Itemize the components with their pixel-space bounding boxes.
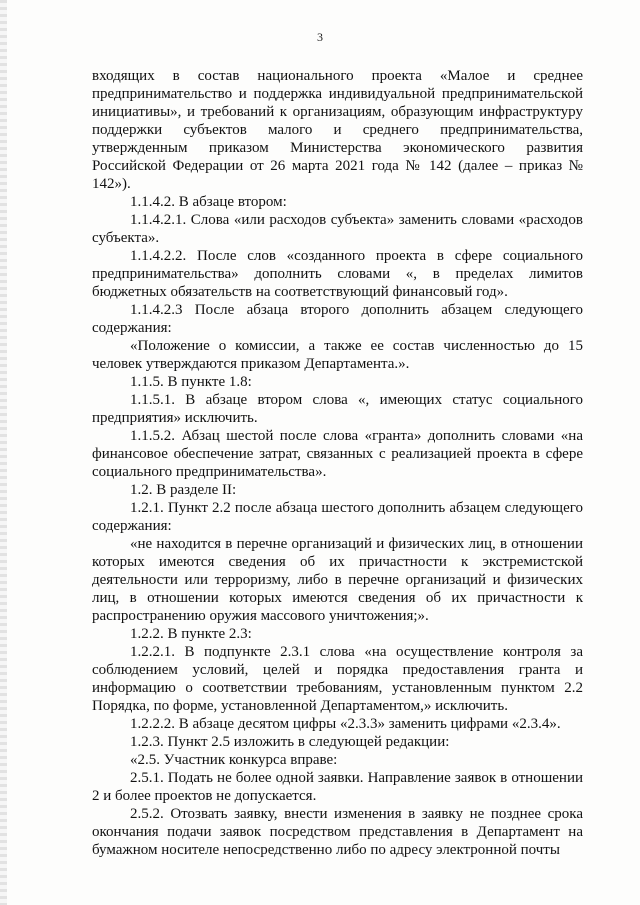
paragraph: 1.1.4.2.3 После абзаца второго дополнить абзацем следующего содержания:	[92, 302, 583, 336]
paragraph: «не находится в перечне организаций и физических лиц, в отношении которых имеются сведения об их причастности к экстремистской деятельности или терроризму, либо в перечне организаций и физических лиц, в отношении которых имеются сведения об их причастности к распространению оружия массового уничтожения;».	[92, 536, 583, 624]
paragraph: 1.2.2.1. В подпункте 2.3.1 слова «на осуществление контроля за соблюдением условий, целей и порядка предоставления гранта и информацию о соответствии требованиям, установленным пунктом 2.2 Порядка, по форме, установленной Департаментом,» исключить.	[92, 644, 583, 714]
paragraph: 1.2.3. Пункт 2.5 изложить в следующей редакции:	[130, 734, 450, 750]
paragraph: 1.1.4.2.1. Слова «или расходов субъекта» заменить словами «расходов субъекта».	[92, 212, 583, 246]
paragraph: 2.5.1. Подать не более одной заявки. Направление заявок в отношении 2 и более проектов не допускается.	[92, 770, 583, 804]
page-number: 3	[317, 30, 323, 44]
document-body	[92, 67, 583, 859]
scan-edge	[0, 0, 7, 905]
paragraph: 1.1.5.1. В абзаце втором слова «, имеющих статус социального предприятия» исключить.	[92, 392, 583, 426]
paragraph: 1.1.4.2.2. После слов «созданного проекта в сфере социального предпринимательства» дополнить словами «, в пределах лимитов бюджетных обязательств на соответствующий финансовый год».	[92, 248, 583, 300]
paragraph: «2.5. Участник конкурса вправе:	[130, 752, 338, 768]
paragraph: 1.2.1. Пункт 2.2 после абзаца шестого дополнить абзацем следующего содержания:	[92, 500, 583, 534]
paragraph: входящих в состав национального проекта «Малое и среднее предпринимательство и поддержка индивидуальной предпринимательской инициативы», и требований к организациям, образующим инфраструктуру поддержки субъектов малого и среднего предпринимательства, утвержденным приказом Министерства экономического развития Российской Федерации от 26 марта 2021 года № 142 (далее – приказ № 142»).	[92, 68, 583, 192]
paragraph: 1.1.5.2. Абзац шестой после слова «гранта» дополнить словами «на финансовое обеспечение затрат, связанных с реализацией проекта в сфере социального предпринимательства».	[92, 428, 583, 480]
paragraph: 2.5.2. Отозвать заявку, внести изменения в заявку не позднее срока окончания подачи заявок посредством представления в Департамент на бумажном носителе непосредственно либо по адресу электронной почты	[92, 806, 583, 858]
paragraph: 1.2.2. В пункте 2.3:	[130, 626, 252, 642]
paragraph: 1.2. В разделе II:	[130, 482, 237, 498]
paragraph: 1.2.2.2. В абзаце десятом цифры «2.3.3» заменить цифрами «2.3.4».	[130, 716, 561, 732]
paragraph: 1.1.5. В пункте 1.8:	[130, 374, 252, 390]
paragraph: «Положение о комиссии, а также ее состав численностью до 15 человек утверждаются приказом Департамента.».	[92, 338, 583, 372]
paragraph: 1.1.4.2. В абзаце втором:	[130, 194, 287, 210]
